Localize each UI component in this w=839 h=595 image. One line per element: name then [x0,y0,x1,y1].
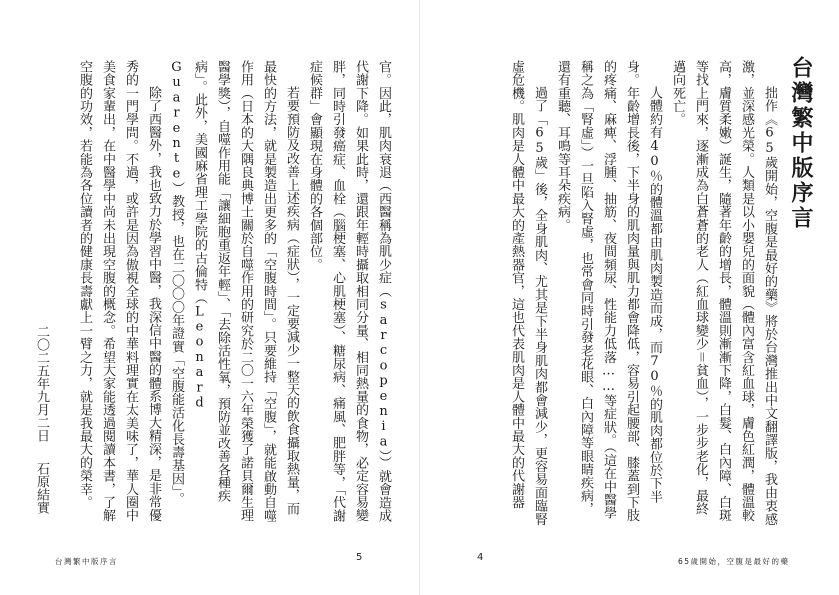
right-paragraph-3: 過了「65歲」後，全身肌肉、尤其是下半身肌肉都會減少，更容易面臨腎虛危機。肌肉是人體中最大的產熱器官，這也代表肌肉是人體中最大的代謝器 [509,60,547,526]
left-running-footer: 台灣繁中版序言 [55,557,118,566]
right-page-body [509,60,781,526]
right-page-number: 4 [477,552,484,563]
right-paragraph-2: 人體約有40％的體溫都由肌肉製造而成，而70％的肌肉都位於下半身。年齡增長後，下半身的肌肉量與肌力都會降低，容易引起腰部、膝蓋到下肢的疼痛、麻痺、浮腫、抽筋、夜間頻尿、性能力低落……等症狀。（這在中醫學稱之為「腎虛」）一旦陷入腎虛，也常會同時引發老花眼、白內障等眼睛疾病，還有重聽、耳鳴等耳朵疾病。 [555,60,662,522]
right-paragraph-1: 拙作《65歲開始，空腹是最好的藥》將於台灣推出中文翻譯版，我由衷感激，並深感光榮。人類是以小嬰兒的面貌（體內富含紅血球，膚色紅潤，體溫較高，膚質柔嫩）誕生，隨著年齡的增長，體溫則漸漸下降，白髮、白內障、白斑等找上門來，逐漸成為白蒼蒼的老人（紅血球變少＝貧血），一步步老化，最終邁向死亡。 [670,60,777,526]
left-paragraph-1: 官。因此，肌肉衰退（西醫稱為肌少症（sarcopenia））就會造成代謝下降。如果此時，還跟年輕時攝取相同分量、相同熱量的食物，必定容易變胖，同時引發癌症、血栓（腦梗塞、心肌梗塞）、糖尿病、痛風、肥胖等，「代謝症候群」會顯現在身體的各個部位。 [307,60,391,523]
left-paragraph-3: 除了西醫外，我也致力於學習中醫，我深信中醫的體系博大精深，是非常優秀的一門學問。不過，或許是因為傲視全球的中華料理實在太美味了，華人圈中美食家輩出，在中醫學中尚未出現空腹的概念。希望大家能透過閱讀本書，了解空腹的功效，若能為各位讀者的健康長壽獻上一臂之力，就是我最大的榮幸。 [77,60,161,522]
closing-date: 二〇二五年九月二日 [34,325,49,442]
left-page-body [23,60,395,526]
right-page [420,0,839,595]
author-name: 石原結實 [34,462,49,514]
right-running-footer: 65歲開始，空腹是最好的藥 [678,557,790,566]
left-page-number: 5 [356,552,363,563]
left-paragraph-2: 若要預防及改善上述疾病（症狀），一定要減少一整天的飲食攝取熱量，而最快的方法，就是製造出更多的「空腹時間」。只要維持「空腹」，就能啟動自噬作用（日本的大隅良典博士關於自噬作用的研究於二〇一六年榮獲了諾貝爾生理醫學獎），自噬作用能「讓細胞重返年輕」、「去除活性氧，預防並改善各種疾病」。此外，美國麻省理工學院的古倫特（Leonard Guarente）教授，也在二〇〇〇年證實「空腹能活化長壽基因」。 [169,60,299,523]
page-title: 台灣繁中版序言 [788,56,814,231]
left-page [0,0,419,595]
